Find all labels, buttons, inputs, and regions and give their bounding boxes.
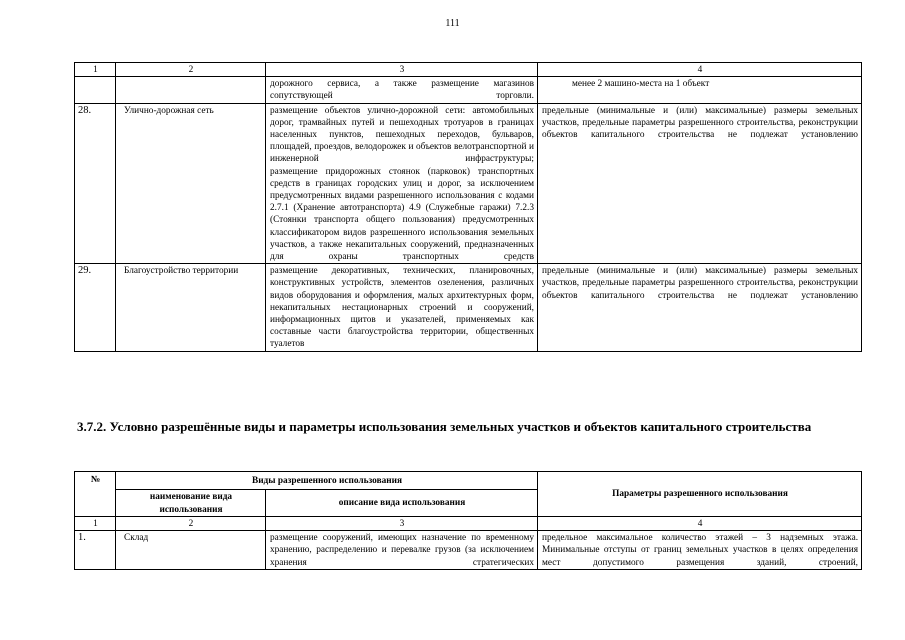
header-row	[75, 472, 862, 490]
kind-description-header: описание вида использования	[266, 490, 538, 517]
use-name-cell	[116, 77, 266, 103]
page-number: 111	[445, 18, 460, 29]
use-parameters-cell: предельные (минимальные и (или) максимальные) размеры земельных участков, предельные параметры разрешенного строительства, реконструкции объектов капитального строительства не подлежат установлению	[538, 264, 862, 351]
use-description-cell: размещение декоративных, технических, планировочных, конструктивных устройств, элементов озеленения, различных видов оборудования и оформления, малых архитектурных форм, некапитальных нестационарных строений и сооружений, информационных щитов и указателей, применяемых как составные части благоустройства территории, общественных туалетов	[266, 264, 538, 351]
use-parameters-cell: предельные (минимальные и (или) максимальные) размеры земельных участков, предельные параметры разрешенного строительства, реконструкции объектов капитального строительства не подлежат установлению	[538, 103, 862, 264]
page-bottom-margin	[0, 579, 905, 640]
table-row	[75, 264, 862, 351]
use-parameters-cell: менее 2 машино-места на 1 объект	[538, 77, 862, 103]
use-description-cell: дорожного сервиса, а также размещение магазинов сопутствующей торговли.	[266, 77, 538, 103]
permitted-uses-table	[74, 62, 862, 352]
description-paragraph: размещение придорожных стоянок (парковок) транспортных средств в границах городских улиц и дорог, за исключением предусмотренных видами разрешенного использования с кодами 2.7.1 (Хранение автотранспорта) 4.9 (Служебные гаражи) 7.2.3 (Стоянки транспорта общего пользования) предусмотренных классификатором видов разрешенного использования земельных участков, а также некапитальных сооружений, предназначенных для охраны транспортных средств	[270, 166, 534, 263]
row-number-cell: 28.	[75, 103, 116, 264]
column-number: 3	[266, 63, 538, 77]
parameters-header: Параметры разрешенного использования	[538, 472, 862, 517]
row-number-cell: 29.	[75, 264, 116, 351]
table-row	[75, 77, 862, 103]
column-numbers-row	[75, 517, 862, 531]
kinds-header: Виды разрешенного использования	[116, 472, 538, 490]
column-number: 3	[266, 517, 538, 531]
column-number: 1	[75, 517, 116, 531]
row-number-cell	[75, 77, 116, 103]
column-number: 1	[75, 63, 116, 77]
section-heading: 3.7.2. Условно разрешённые виды и параметры использования земельных участков и объектов капитального строительства	[77, 419, 812, 434]
kind-name-header: наименование вида использования	[116, 490, 266, 517]
description-paragraph: размещение объектов улично-дорожной сети: автомобильных дорог, трамвайных путей и пешеходных тротуаров в границах населенных пунктов, пешеходных переходов, бульваров, площадей, проездов, велодорожек и объектов велотранспортной и инженерной инфраструктуры;	[270, 105, 534, 165]
column-number: 4	[538, 517, 862, 531]
use-name-cell: Склад	[116, 531, 266, 570]
column-number: 2	[116, 517, 266, 531]
use-parameters-cell: предельное максимальное количество этажей – 3 надземных этажа. Минимальные отступы от границ земельных участков в целях определения мест допустимого размещения зданий, строений,	[538, 531, 862, 570]
use-name-cell: Улично-дорожная сеть	[116, 103, 266, 264]
table-row	[75, 103, 862, 264]
use-description-cell	[266, 103, 538, 264]
conditional-uses-table	[74, 471, 862, 570]
column-number: 4	[538, 63, 862, 77]
column-number: 2	[116, 63, 266, 77]
number-header: №	[75, 472, 116, 517]
table-row	[75, 531, 862, 570]
column-numbers-row	[75, 63, 862, 77]
use-name-cell: Благоустройство территории	[116, 264, 266, 351]
row-number-cell: 1.	[75, 531, 116, 570]
use-description-cell: размещение сооружений, имеющих назначение по временному хранению, распределению и перевалке грузов (за исключением хранения стратегических	[266, 531, 538, 570]
